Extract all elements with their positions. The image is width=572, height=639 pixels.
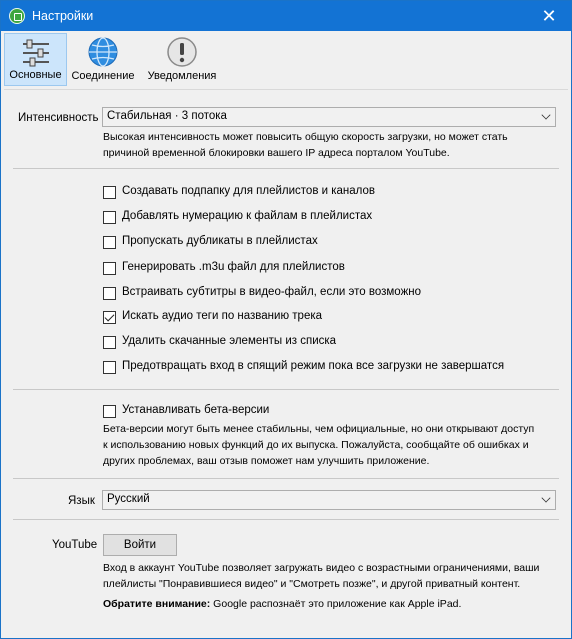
tab-connection[interactable] [68,33,138,86]
globe-icon [87,36,119,68]
checkbox-label: Генерировать .m3u файл для плейлистов [122,261,345,273]
title-bar [1,1,571,31]
youtube-note-text: Google распознаёт это приложение как Apple iPad. [210,598,462,610]
checkbox-label: Предотвращать вход в спящий режим пока все загрузки не завершатся [122,360,505,372]
language-select[interactable] [102,490,556,510]
tab-general[interactable] [4,33,67,86]
tab-general-label: Основные [9,69,62,81]
divider [13,519,559,520]
checkbox-label: Создавать подпапку для плейлистов и каналов [122,185,376,197]
checkbox-label: Пропускать дубликаты в плейлистах [122,235,318,247]
checkbox-box[interactable] [103,287,116,300]
close-button[interactable]: ✕ [541,6,557,26]
beta-hint-line: других проблемах, ваш отзыв поможет нам улучшить приложение. [103,455,430,467]
exclamation-icon [166,36,198,68]
youtube-hint [103,560,539,592]
youtube-label: YouTube [52,539,98,551]
app-icon [9,8,25,24]
beta-hint-line: к использованию новых функций до их выпуска. Пожалуйста, сообщайте об ошибках и [103,439,529,451]
divider [13,478,559,479]
sliders-icon [20,37,52,69]
chevron-down-icon [541,110,550,119]
language-value: Русский [107,493,150,505]
checkbox-label: Устанавливать бета-версии [122,404,270,416]
tab-notifications-label: Уведомления [147,70,217,82]
settings-tabs [1,31,571,87]
language-label: Язык [68,495,95,507]
checkbox-box[interactable] [103,361,116,374]
window-title: Настройки [32,9,94,23]
intensity-hint-line: Высокая интенсивность может повысить общую скорость загрузки, но может стать [103,131,508,143]
beta-hint-line: Бета-версии могут быть менее стабильны, чем официальные, но они открывают доступ [103,423,535,435]
intensity-value: Стабильная · 3 потока [107,110,227,122]
checkbox-label: Встраивать субтитры в видео-файл, если это возможно [122,286,422,298]
intensity-hint-line: причиной временной блокировки вашего IP адреса порталом YouTube. [103,147,450,159]
checkbox-label: Добавлять нумерацию к файлам в плейлистах [122,210,373,222]
checkbox-box-checked[interactable] [103,311,116,324]
checkbox-box[interactable] [103,336,116,349]
checkbox-box[interactable] [103,405,116,418]
tab-connection-label: Соединение [71,70,135,82]
youtube-hint-line: плейлисты "Понравившиеся видео" и "Смотреть позже", и другой приватный контент. [103,578,521,590]
beta-hint [103,421,534,469]
checkbox-box[interactable] [103,211,116,224]
checkbox-box[interactable] [103,262,116,275]
youtube-login-button[interactable]: Войти [103,534,177,556]
divider [13,168,559,169]
checkbox-box[interactable] [103,236,116,249]
youtube-note-bold: Обратите внимание: [103,598,211,610]
general-settings-panel [4,89,568,636]
divider [13,389,559,390]
checkbox-box[interactable] [103,186,116,199]
tab-notifications[interactable] [143,33,221,86]
youtube-note [103,596,461,612]
checkbox-label: Удалить скачанные элементы из списка [122,335,337,347]
intensity-hint [103,129,508,161]
intensity-label: Интенсивность [18,112,99,124]
intensity-select[interactable] [102,107,556,127]
chevron-down-icon [541,493,550,502]
youtube-hint-line: Вход в аккаунт YouTube позволяет загружать видео с возрастными ограничениями, ваши [103,562,540,574]
checkbox-label: Искать аудио теги по названию трека [122,310,323,322]
